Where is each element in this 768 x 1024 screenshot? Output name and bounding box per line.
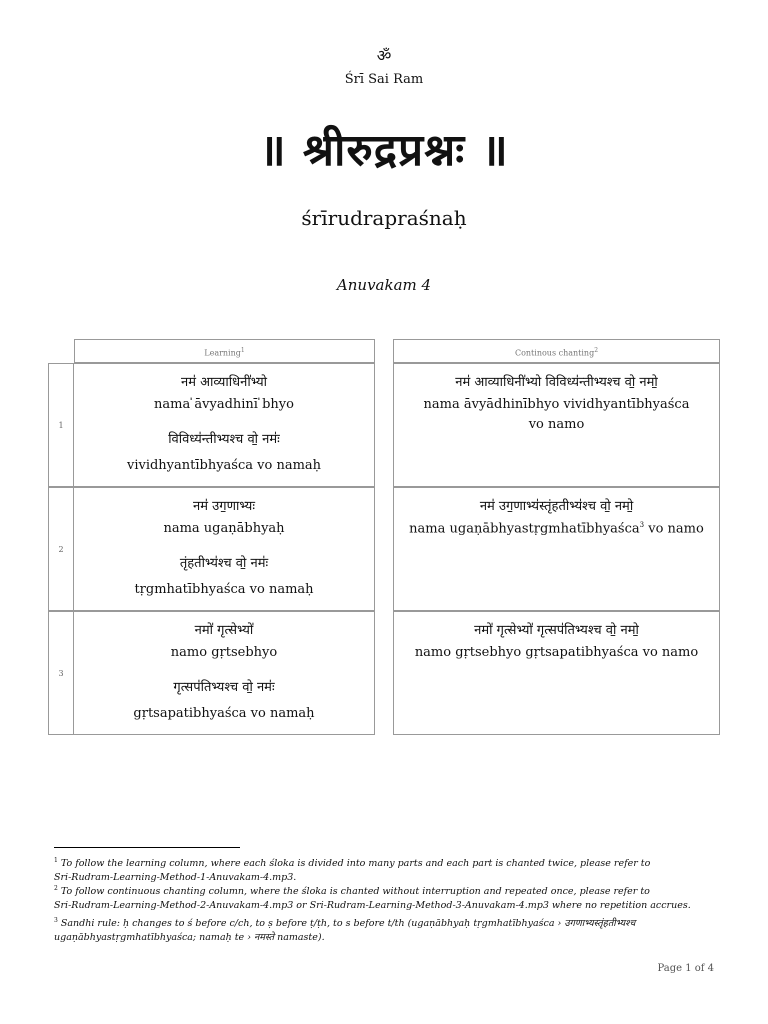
chanting-cell [393,487,720,611]
verse-devanagari: गृत्सप॑तिभ्यश्च वो॒ नमः॑ [173,680,275,695]
learning-cell [74,611,375,735]
verse-devanagari: नमो॑ गृत्सेभ्यो॑ गृत्सप॑तिभ्यश्च वो॒ नमो॒ [474,623,639,638]
verse-devanagari: नमो॑ गृत्सेभ्यो॑ [194,623,254,638]
verse-transliteration: nama ̍āvyadhinī ̍bhyo [154,397,294,412]
learning-header-label: Learning [204,348,241,358]
verse-transliteration: namo gṛtsebhyo [170,645,278,660]
footnote-number: 1 [54,857,58,864]
verse-devanagari: नम॑ आव्याधिनी॑भ्यो [180,375,268,390]
footnote-ref[interactable]: 1 [240,347,245,354]
page-title-devanagari: ॥ श्रीरुद्रप्रश्नः ॥ [259,125,509,176]
footnote [54,882,714,913]
learning-cell [74,363,375,487]
footnote-text: Sandhi rule: ḥ changes to ś before c/ch, to ṣ before ṭ/ṭh, to s before t/th (ugaṇābhyaḥ tṛgmhatībhyaśca › उगणाभ्यस्तृंहतीभ्यश्च [60,918,636,930]
footnote-text: Sri-Rudram-Learning-Method-2-Anuvakam-4.mp3 or Sri-Rudram-Learning-Method-3-Anuvakam-4.mp3 where no repetition accrues. [54,900,691,912]
verse-devanagari: विविध्य॑न्तीभ्यश्च वो॒ नमः॑ [168,432,280,447]
footnote-text: To follow the learning column, where each śloka is divided into many parts and each part is chanted twice, please refer to [60,858,651,870]
row-number: 2 [48,487,74,611]
verse-transliteration: nama āvyādhinībhyo vividhyantībhyaśca [423,397,690,412]
verse-devanagari: नम॑ आव्याधिनी॑भ्यो विविध्य॑न्तीभ्यश्च वो॒ नमो॒ [455,375,658,390]
footnote-ref[interactable]: 2 [594,347,599,354]
footnote-number: 2 [54,885,58,892]
chanting-cell [393,611,720,735]
verse-devanagari: नम॑ उग॒णाभ्य॑स्तृंहतीभ्य॑श्च वो॒ नमो॒ [479,499,634,514]
verse-transliteration-part: vo namo [644,521,704,537]
verse-devanagari: नम॑ उग॒णाभ्यः [193,499,255,514]
footnote [54,854,714,885]
table-row [48,611,720,735]
chanting-cell [393,363,720,487]
table-row [48,487,720,611]
chanting-column-header [393,339,720,363]
learning-column-header [74,339,375,363]
verse-devanagari: तृंहतीभ्य॑श्च वो॒ नमः॑ [179,556,269,571]
footnote-ref[interactable]: 3 [639,521,645,529]
verse-transliteration-part: nama ugaṇābhyastṛgmhatībhyaśca [409,521,640,537]
table-row [48,363,720,487]
row-number: 3 [48,611,74,735]
page-title-roman: śrīrudrapraśnaḥ [301,206,467,230]
footnote-number: 3 [54,917,58,924]
footnote-text: ugaṇābhyastṛgmhatībhyaśca; namaḥ te › नमस्ते namaste). [54,932,325,944]
footnote-text: To follow continuous chanting column, where the śloka is chanted without interruption and repeated once, please refer to [60,886,650,898]
om-symbol: ॐ [376,46,392,65]
footnote-text: Sri-Rudram-Learning-Method-1-Anuvakam-4.mp3. [54,872,297,884]
chanting-header-label: Continous chanting [514,348,595,358]
section-subtitle: Anuvakam 4 [336,276,432,294]
invocation: Śrī Sai Ram [344,72,424,87]
page-number: Page 1 of 4 [657,963,714,974]
learning-cell [74,487,375,611]
row-number: 1 [48,363,74,487]
verse-transliteration: gṛtsapatibhyaśca vo namaḥ [133,706,315,721]
verse-transliteration [394,521,719,536]
verse-transliteration: vividhyantībhyaśca vo namaḥ [126,458,322,473]
verse-transliteration: namo gṛtsebhyo gṛtsapatibhyaśca vo namo [414,645,699,660]
verse-transliteration: vo namo [528,417,585,432]
verse-transliteration: tṛgmhatībhyaśca vo namaḥ [134,582,314,597]
verse-transliteration: nama ugaṇābhyaḥ [163,521,285,536]
footnote [54,914,714,945]
footnote-divider [54,847,240,848]
